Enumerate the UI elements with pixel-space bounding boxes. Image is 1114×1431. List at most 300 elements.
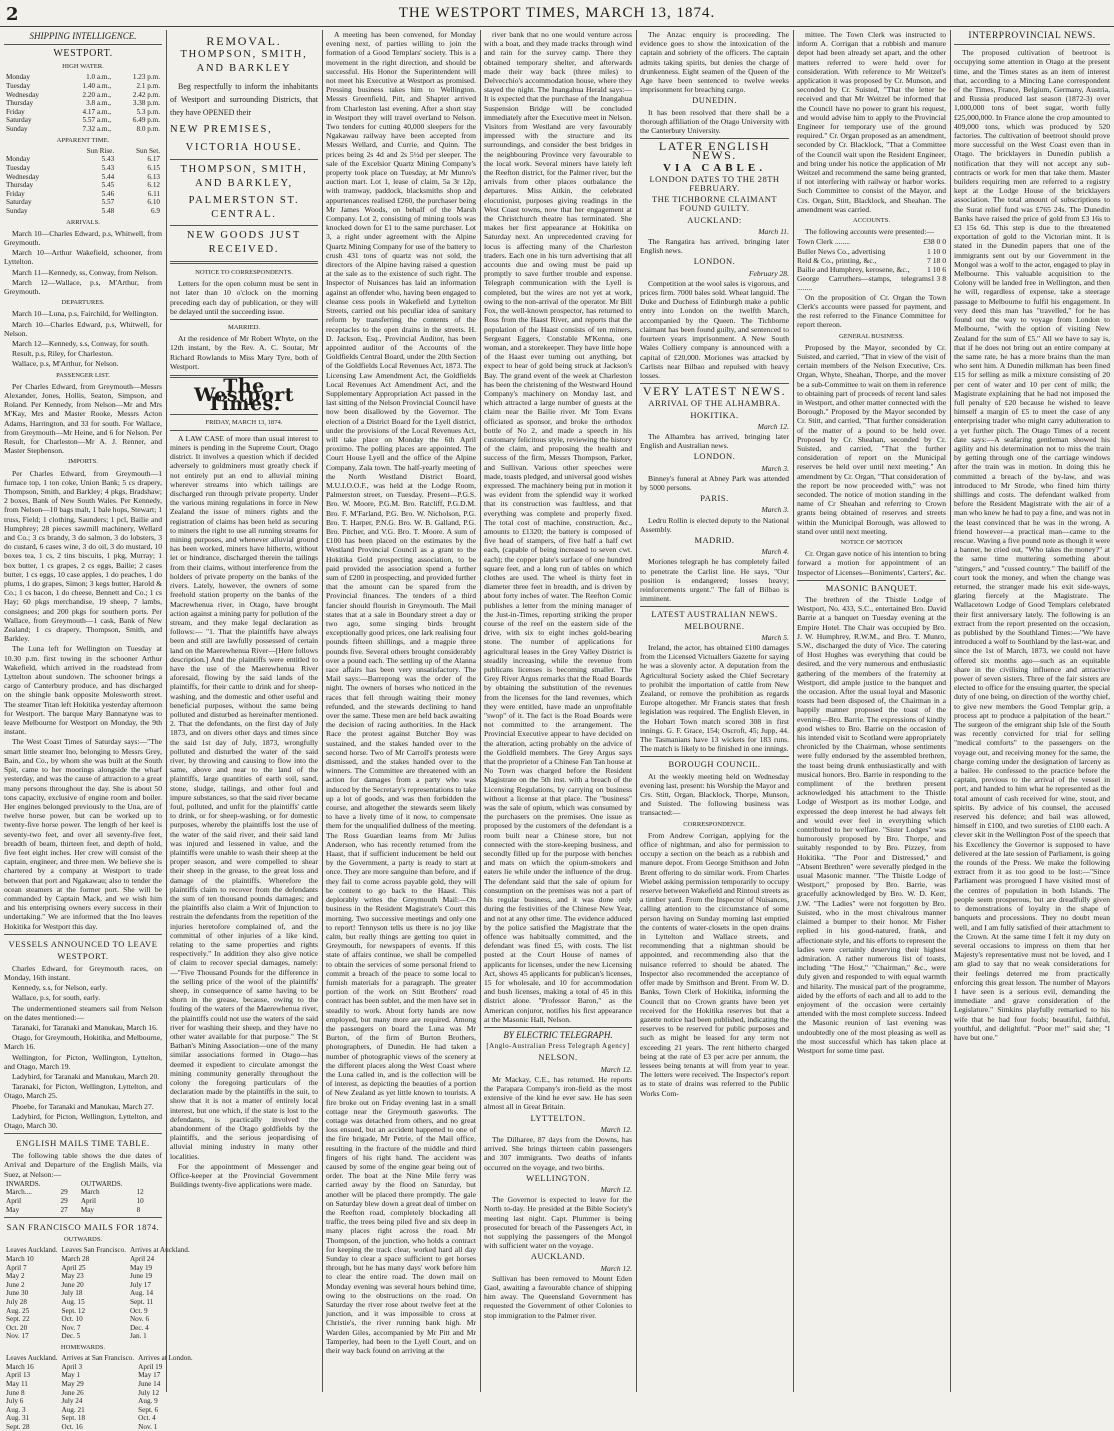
list-item: Ladybird, for Taranaki and Manukau, March 20. [12, 1071, 160, 1081]
sf-outwards-table [4, 1246, 192, 1341]
table-cell: April 25 [61, 1263, 86, 1272]
table-cell: July 12 [138, 1388, 160, 1397]
table-cell: 8.0 p.m. [136, 124, 160, 133]
table-cell: 6.10 [147, 198, 160, 207]
dateline: March 4. [761, 547, 789, 557]
advert-firm: THOMPSON, SMITH, AND BARKLEY, [180, 164, 308, 189]
account-amount: £38 0 0 [923, 237, 946, 247]
table-cell: Sept. 6 [138, 1405, 159, 1414]
table-row [4, 1281, 192, 1290]
table-row [4, 108, 162, 117]
paragraph: The Luna left for Wellington on Tuesday at 10.30 p.m. first towing in the schooner Arthur Wakefield, which arrived in the roadstead from Lyttelton about sundown. The schooner brings a cargo of Canterbury produce, and has discharged on the shingle bank opposite Molesworth street. The steamer Titan left Hokitika yesterday afternoon for Westport. The barque Mary Bannatyne was to leave Melbourne for Westport on Monday, the 9th instant. [4, 644, 162, 737]
table-cell: 29 [60, 1197, 68, 1205]
table-row [4, 181, 162, 190]
table-cell: 5.46 [101, 189, 115, 198]
table-cell: May 11 [6, 1379, 28, 1388]
accounts-list [797, 237, 946, 292]
sf-homewards-table [4, 1354, 195, 1431]
table-cell: Sunday [6, 124, 28, 133]
table-cell: Sept. 22 [6, 1315, 30, 1324]
table-row [4, 1188, 162, 1197]
table-cell: 6.9 [151, 206, 160, 215]
table-cell: Jan. 1 [129, 1332, 147, 1341]
table-cell: Sunday [6, 206, 28, 215]
table-cell: June 8 [6, 1388, 25, 1397]
table-cell: March 28 [61, 1254, 90, 1263]
account-name: Bailie and Humphrey, kerosene, &c., [797, 265, 910, 275]
paragraph: The following accounts were presented:— [805, 227, 935, 237]
table-cell: May [6, 1205, 20, 1214]
paragraph: The Anzac enquiry is proceeding. The evidence goes to show the intoxication of the captain and sobriety of the officers. The captain admits taking spirits, but denies the charge of drunkenness. Eight seamen of the Queen of the Age have been sentenced to twelve weeks imprisonment for breaching cargo. [640, 30, 789, 95]
table-row [4, 1315, 192, 1324]
table-cell: May 23 [61, 1272, 84, 1281]
table-cell: Oct. 9 [129, 1306, 148, 1315]
table-cell: 5.44 [101, 172, 115, 181]
column-rule [166, 30, 167, 1392]
list-item: March 10—Arthur Wakefield, schooner, from Lyttelton. [4, 248, 162, 267]
table-cell: Thursday [6, 99, 34, 108]
paragraph: On the proposition of Cr. Organ the Town Clerk's accounts were passed for payment, and the rest referred to the Finance Committee for report thereon. [797, 292, 946, 330]
table-cell: Sept. 28 [6, 1422, 30, 1431]
list-item: March 10—Luna, p.s, Fairchild, for Wellington. [12, 309, 159, 319]
table-cell: Dec. 5 [61, 1332, 81, 1341]
list-item: Taranaki, for Taranaki and Manukau, March 16. [12, 1022, 158, 1032]
table-row [4, 1324, 192, 1333]
paper-date: FRIDAY, MARCH 13, 1874. [205, 418, 283, 426]
subheading: GENERAL BUSINESS. [839, 332, 904, 340]
list-item: Phoebe, for Taranaki and Manukau, March 27. [12, 1101, 154, 1111]
table-cell: Aug. 15 [61, 1297, 85, 1306]
table-cell: 1.23 p.m. [132, 73, 160, 82]
table-cell: 5.45 [101, 181, 115, 190]
subheading: NOTICE TO CORRESPONDENTS. [195, 269, 293, 276]
list-item: Result, p.s, Riley, for Charleston. [12, 349, 113, 359]
table-cell: 1.40 a.m., [82, 82, 112, 90]
column-cable-news [640, 30, 789, 1390]
place-heading: MADRID. [694, 534, 735, 545]
table-cell: 6.15 [147, 163, 160, 172]
table-cell: Tuesday [6, 163, 31, 172]
page-number: 2 [6, 4, 19, 25]
vessels-list [4, 1023, 162, 1130]
paragraph: The Governor is expected to leave for the North to-day. He presided at the Bible Society's meeting last night. Capt. Plummer is being prosecuted for breach of the Passengers Act, in not supplying the passengers of the Mongol with sufficient water on the voyage. [484, 1195, 632, 1251]
dateline: March 12. [757, 421, 789, 431]
list-item: Kennedy, s.s, for Nelson, early. [12, 983, 107, 993]
table-cell: June 2 [6, 1280, 25, 1289]
table-cell: March.... [6, 1188, 32, 1197]
column-local-news [326, 30, 476, 1390]
subheading: NOTICE OF MOTION [840, 538, 903, 546]
paragraph: Proposed by the Mayor, seconded by Cr. Suisted, and carried, "That in view of the visit of certain members of the Nelson Executive, Crs. Organ, Whyte, Sheahan, Thorpe, and the mover be a sub-Committee to wait on them in reference to obtaining part of proceeds of recent land sales in Westport, and other matter connected with the Borough." Proposed by the Mayor seconded by Cr. Stitt, and carried, "That further consideration of the matter of a pound to be held over. Proposed by Cr. Sheahan, seconded by Cr. Suisted, and carried, "That the further consideration of report on the Municipal reserves be held over until next meeting." An amendment by Cr. Organ, "That consideration of the report be now proceeded with," was not seconded. The notice of motion standing in the name of Cr Sheahan and referring to Crown grants being obtained of reserves and streets within the Municipal Borough, was allowed to stand over until next meeting. [797, 342, 946, 536]
paragraph: The Rangatira has arrived, bringing later English news. [640, 237, 789, 256]
table-cell: 5.57 [101, 198, 115, 207]
section-heading: VESSELS ANNOUNCED TO LEAVE WESTPORT. [8, 938, 158, 961]
table-cell: Aug. 3 [6, 1405, 26, 1414]
column-rule [793, 30, 794, 1392]
dateline: March 3. [761, 505, 789, 515]
table-cell: May 1 [61, 1371, 81, 1380]
advert-line: NEW PREMISES, [170, 124, 273, 135]
masthead-title: THE WESTPORT TIMES, MARCH 13, 1874. [398, 5, 716, 21]
paragraph: Per Charles Edward, from Greymouth—1 furnace top, 1 ton coke, Union Bank; 5 cs drapery, Thompson, Smith, and Barkley; 4 pkgs, Bradshaw; 2 boxes, Bank of New South Wales. Per Kennedy, from Nelson—10 bags malt, 1 bale hops, Stewart; 1 truss, Field; 1 clothing, Saunders; 1 pcl, Bailie and Humphrey; 28 pieces sawmill machinery, Wellard and Co.; 3 cs brandy, 3 do salmon, 3 do lobsters, 3 do custard, 6 cases wine, 3 do oil, 3 do mustard, 10 boxes tea, 1 cs, 2 tins biscuits, 1 pkg, Murray; 1 box butter, 1 cs grapes, 2 cs eggs, Bailie; 2 cases butter, 1 cs eggs, 10 case apples, 1 do peaches, 1 do plums, 1 do grapes, Simon; 3 kegs butter, Harold & Co.; 1 cs bacon, 1 do cheese, Bennett and Co.; 1 cs Hay; 60 pkgs merchandise, 19 sheep, 7 lambs, consignees; and 200 pkgs for southern ports. Per Wallace, from Greymouth—1 cask, Bank of New Zealand; 1 cs drapery, Thompson, Smith, and Barkley. [4, 468, 162, 644]
column-header: Leaves Auckland. [6, 1354, 58, 1363]
paragraph: Competition at the wool sales is vigorous, and prices firm. 7000 bales sold. Wheat languid. The Duke and Duchess of Edinburgh make a public entry into London on the twelfth March, accompanied by the Queen. The Tichborne claimant has been found guilty, and sentenced to fourteen years imprisonment. A New South Wales Colliery company is announced with a capital of £20,000. Moriones was attacked by Carlists near Bilbao and repulsed with heavy losses. [640, 278, 789, 380]
table-cell: 7.32 a.m., [82, 124, 112, 133]
table-cell: 5.43 [101, 155, 115, 164]
dateline: March 11. [758, 226, 789, 236]
table-cell: Aug. 9 [138, 1397, 158, 1406]
table-row [4, 1363, 195, 1372]
advert-line: VICTORIA HOUSE. [185, 142, 303, 153]
table-cell: June 26 [61, 1388, 84, 1397]
table-row [4, 73, 162, 82]
list-item: March 10—Charles Edward, p.s, Whitwell, for Nelson. [4, 319, 162, 338]
advert-heading: REMOVAL. [206, 34, 282, 48]
column-interprovincial [954, 30, 1110, 1390]
table-row [4, 1414, 195, 1423]
table-cell: Nov. 1 [138, 1422, 158, 1431]
table-row [4, 1423, 195, 1431]
table-cell: March [80, 1188, 100, 1197]
masthead [0, 0, 1114, 27]
list-item: March 10—Charles Edward, p.s, Whitwell, from Greymouth. [4, 228, 162, 247]
table-cell: April 3 [61, 1362, 83, 1371]
table-cell: Wednesday [6, 172, 39, 181]
section-heading: INTERPROVINCIAL NEWS. [968, 31, 1096, 41]
table-cell: March 16 [6, 1362, 34, 1371]
table-cell: July 17 [129, 1280, 151, 1289]
paragraph: It has been resolved that there shall be a thorough affiliation of the Otago University with the Canterbury University. [640, 107, 789, 136]
place-heading: LONDON. [693, 256, 736, 267]
table-cell: March 10 [6, 1254, 34, 1263]
paragraph: Cr. Organ gave notice of his intention to bring forward a motion for appointment of an Inspector of Licenses—Boniments', Carters', &c. [797, 549, 946, 577]
subheading: DEPARTURES. [61, 299, 105, 307]
column-header: Sun Rise. [86, 146, 115, 155]
dateline: March 12. [600, 1124, 632, 1134]
table-cell: 2.20 a.m., [82, 90, 112, 99]
table-cell: July 18 [61, 1289, 83, 1298]
subheading: PASSENGER LIST. [56, 371, 110, 379]
subheading: APPARENT TIME. [56, 136, 110, 144]
column-council [797, 30, 946, 1390]
account-row [797, 274, 946, 292]
account-amount: 1 10 0 [927, 246, 946, 256]
table-cell: April [6, 1197, 22, 1205]
table-row [4, 1397, 195, 1406]
column-rule [636, 30, 637, 1392]
paragraph: The Alhambra has arrived, bringing later English and Australian news. [640, 431, 789, 451]
list-item: Wellington, for Picton, Wellington, Lyttelton, and Otago, March 19. [4, 1052, 162, 1071]
table-cell: Monday [6, 155, 30, 164]
table-row [4, 1307, 192, 1316]
departures-list [4, 309, 162, 368]
table-cell: Saturday [6, 198, 32, 207]
table-cell: Sept. 12 [61, 1306, 86, 1315]
list-item: Charles Edward, for Greymouth races, on Monday, 16th instant. [4, 963, 162, 982]
place-heading: HOKITIKA. [690, 409, 739, 420]
table-cell: Aug. 21 [61, 1405, 85, 1414]
column-header: Arrives at London. [138, 1354, 193, 1363]
table-row [4, 116, 162, 125]
paragraph: At the weekly meeting held on Wednesday evening last, present: his Worship the Mayor and Crs. Stitt, Organ, Blacklock, Thorpe, Munson, and Suisted. The following business was transacted:— [640, 771, 789, 818]
table-cell: July 6 [6, 1397, 24, 1406]
paragraph: The brethren of the Thistle Lodge of Westport, No. 433, S.C., entertained Bro. David Barrie at a banquet on Tuesday evening at the Empire Hotel. The Chair was occupied by Bro. J. W. Humphrey, R.W.M., and Bro. T. Munro, S.W., discharged the duty of Vice. The catering of Host Hughes was everything that could be desired, and the very numerous and enthusiastic gathering of the members of the fraternity at Westport, did ample justice to the banquet and the occasion. After the usual loyal and Masonic toasts had been disposed of, the Chairman in a happily manner proposed the toast of the evening—Bro. Barrie. The expressions of kindly good wishes to Bro. Barrie on the occasion of his intended visit to Scotland were appropriately chronicled by the Chairman, whose sentiments were fully endorsed by the assembled brethren, the toast being drunk enthusiastically and with musical honors. Bro. Barrie in responding to the compliment of the brethren present acknowledged his attachment to the Thistle Lodge of Westport as its mother Lodge, and expressed the deep interest he had always felt and would ever feel in everything which contributed to her welfare. "Sister Lodges" was humorously proposed by Bro. Thorpe, and suitably responded to by Bro. Pizzey, from Hokitika. "The Poor and Distressed," and "Absent Brethren" were severally pledged in the usual Masonic manner. "The Thistle Lodge of Westport," proposed by Bro. Barrie, was gracefully acknowledged by Bro. W. D. Kerr, J.W. "The Ladies" were not forgotten by Bro. Suisted, who in the most chivalrous manner claimed a bumper to their honor. Mr Fisher replied in his good-natured, frank, and affectionate style, and his efforts to represent the ladies were certainly deserving their highest admiration. A rather numerous list of toasts, including "The Host," "Chairman," &c., were duly given and responded to with equal warmth and hilarity. The musical part of the programme, aided by the efforts of each and all to add to the enjoyment of the occasion were certainly attended with the most complete success. Indeed the Masonic reunion of last evening was undoubtedly one of the most pleasing as well as the most successful which has taken place at Westport for some time past. [797, 594, 946, 1055]
table-cell: 2.1 p.m. [136, 82, 160, 90]
paragraph: Moriones telegraph he has completely failed to penetrate the Carlist line. He says, "Our position is endangered; losses heavy; reinforcements urgent." The fall of Bilbao is imminent. [640, 557, 789, 604]
table-cell: 5.57 a.m., [82, 116, 112, 125]
table-cell: 6.49 p.m. [132, 116, 160, 125]
subheading: LONDON DATES TO THE 28TH FEBRUARY. [649, 173, 780, 194]
table-cell: May [80, 1205, 94, 1214]
table-cell: 10 [136, 1197, 144, 1205]
paragraph: The following table shows the due dates of Arrival and Departure of the English Mails, via Suez, at Nelson:— [4, 1151, 162, 1179]
table-cell: Nov. 7 [61, 1323, 81, 1332]
subheading: MARRIED. [227, 324, 261, 332]
list-item: March 12—Kennedy, s.s, Conway, for south. [12, 338, 149, 348]
place-heading: LONDON. [693, 451, 736, 462]
dateline: March 12. [600, 1184, 632, 1194]
column-header: Sun Set. [136, 146, 160, 155]
table-cell: May 2 [6, 1272, 25, 1281]
account-name: George Carruthers—stamps, telegrams ........ [797, 274, 931, 293]
paragraph: Sullivan has been removed to Mount Eden Gaol, awaiting a favourable chance of shipping him away. The Queensland Government has requested the Government of other Colonies to stop immigration to the Palmer river. [484, 1273, 632, 1320]
table-cell: Saturday [6, 116, 32, 125]
subheading: [Anglo-Australian Press Telegraph Agency] [486, 1042, 630, 1051]
table-cell: Sept. 18 [61, 1414, 86, 1423]
table-cell: 6.11 [147, 189, 160, 198]
paragraph: At the residence of Mr Robert Whyte, on the 12th instant, by the Rev. A. C. Soutar, Mr Richard Rowlands to Miss Mary Tyre, both of Westport. [170, 334, 318, 371]
table-cell: April 24 [129, 1254, 155, 1263]
paragraph: For the appointment of Messenger and Office-keeper at the Provincial Government Buildings twenty-five applications were made. [170, 1161, 318, 1190]
table-row [4, 1289, 192, 1298]
paragraph: mittee. The Town Clerk was instructed to inform A. Corrigan that a rubbish and manure depot had been already set apart, and the other matters referred to were held over for consideration. With reference to Mr Weitzel's application it was proposed by Cr. Munson, and seconded by Cr. Suisted, "That the letter be received and that Mr Weitzel be informed that the Council have no power to grant his request, and would advise him to apply to the Provincial Engineer for temporary use of the ground required." Cr. Organ proposed as an amendment, seconded by Cr. Blacklock, "That a Committee of the Council wait upon the Resident Engineer, and bring under his notice the application of Mr Weitzel and recommend the same being granted, if not interfering with railway or harbor works. Such Committee to consist of the Mayor, and Crs. Organ, Stitt, Blacklock, and Sheahan. The amendment was carried. [797, 30, 946, 214]
table-cell: May 19 [129, 1263, 153, 1272]
table-row [4, 1197, 162, 1206]
table-row [4, 1264, 192, 1273]
column-header: OUTWARDS. [80, 1179, 123, 1188]
list-item: Ladybird, for Picton, Wellington, Lyttelton, and Otago, March 30. [4, 1111, 162, 1130]
table-cell: June 20 [61, 1280, 84, 1289]
account-row [797, 256, 946, 265]
place-heading: AUCKLAND. [530, 1251, 586, 1262]
dateline: March 12. [600, 1263, 632, 1273]
table-row [4, 1380, 195, 1389]
subheading: THE TICHBORNE CLAIMANT FOUND GUILTY. [651, 194, 778, 214]
advert-address: PALMERSTON ST. CENTRAL. [188, 195, 300, 220]
table-cell: Nov. 17 [6, 1332, 29, 1341]
table-cell: Wednesday [6, 90, 39, 99]
table-row [4, 190, 162, 199]
mails-table [4, 1180, 162, 1214]
table-row [4, 1255, 192, 1264]
table-cell: 12 [136, 1188, 144, 1197]
column-header: Arrives at San Francisco. [61, 1354, 135, 1363]
table-cell: Nov. 6 [129, 1315, 150, 1324]
table-row [4, 198, 162, 207]
list-item: Wallace, p.s, M'Arthur, for Nelson. [12, 359, 119, 369]
section-heading: BOROUGH COUNCIL. [668, 759, 761, 770]
table-cell: 8 [136, 1205, 141, 1214]
column-header: Leaves Auckland. [6, 1246, 58, 1255]
table-cell: July 24 [61, 1397, 83, 1406]
section-heading: VERY LATEST NEWS. [642, 384, 787, 399]
table-row [4, 1371, 195, 1380]
table-cell: 29 [60, 1188, 68, 1197]
paragraph: Mr Mackay, C.E., has returned. He reports the Parapara Company's iron-field as the most extensive of the kind he ever saw. He has seen almost all in Great Britain. [484, 1074, 632, 1112]
place-heading: NELSON. [538, 1052, 578, 1063]
account-amount: 1 10 6 [927, 265, 946, 275]
table-cell: Aug. 31 [6, 1414, 30, 1423]
section-heading: MASONIC BANQUET. [825, 582, 918, 593]
advert-text: Beg respectfully to inform the inhabitants of Westport and surrounding Districts, that they have OPENED their [170, 82, 318, 117]
account-amount: 7 18 0 [927, 255, 946, 265]
table-cell: 4.17 a.m., [82, 107, 112, 116]
table-cell: April [80, 1197, 96, 1205]
table-row [4, 155, 162, 164]
table-cell: 3.38 p.m. [132, 99, 160, 108]
table-cell: June 30 [6, 1289, 29, 1298]
paragraph: The Dilharee, 87 days from the Downs, has arrived. She brings thirteen cabin passengers and 307 immigrants. Two deaths of infants occurred on the voyage, and two births. [484, 1134, 632, 1172]
table-cell: 6.17 [147, 155, 160, 164]
table-row [4, 1206, 162, 1215]
place-heading: LYTTELTON. [530, 1112, 586, 1123]
table-row [4, 1332, 192, 1341]
table-cell: 5.48 [101, 206, 115, 215]
account-name: Town Clerk ........ [797, 237, 851, 247]
section-heading: SAN FRANCISCO MAILS FOR 1874. [6, 1222, 160, 1233]
table-cell: Thursday [6, 181, 34, 190]
paragraph: Ledru Rollin is elected deputy to the National Assembly. [640, 515, 789, 534]
table-row [4, 173, 162, 182]
table-row [4, 82, 162, 91]
paper-title: The Westport Times. [193, 375, 295, 416]
column-header: Leaves San Francisco. [61, 1246, 126, 1255]
paragraph: Per Charles Edward, from Greymouth—Messrs Alexander, Jones, Hollis, Seaton, Simpson, and Roland. Per Kennedy, from Nelson—Mr and Mrs M'Kay, Mrs and Master Rooke, Messrs Acton Adams, Harrington, and 33 for south. For Wallace, from Greymouth—Mr Heine, and 6 for Nelson. Per Result, for Charleston—Mr A. J. Renner, and Master Stephenson. [4, 381, 162, 456]
table-cell: 6.13 [147, 172, 160, 181]
list-item: Wallace, p.s, for south, early. [12, 993, 101, 1003]
section-heading: LATEST AUSTRALIAN NEWS. [651, 609, 778, 620]
sun-table [4, 147, 162, 216]
place-heading: PARIS. [700, 493, 729, 504]
subheading: ARRIVAL OF THE ALHAMBRA. [648, 398, 781, 409]
column-header: Arrives at Auckland. [129, 1246, 190, 1255]
column-rule [950, 30, 951, 1392]
table-cell: 5.43 [101, 163, 115, 172]
table-cell: Monday [6, 73, 30, 82]
subheading: ARRIVALS. [66, 218, 100, 226]
editorial: A LAW CASE of more than usual interest to miners is pending in the Supreme Court, Otago district. It involves a question which if decided adversely to goldminers must greatly check if not entirely put an end to alluvial mining wherever streams into which tailings are discharged run through private property. Under the various mining regulations in force in New Zealand the issue of miners rights and the registration of claims has been held as securing to miners the right to use all running streams for mining purposes, and whenever alluvial ground has been worked, miners have hitherto, without let or hindrance, discharged therein the tailings from their claims, without interference from the holders of private property on the banks of the rivers. Lately, however, the owners of some freehold station property on the banks of the Macrewhenua river, in Otago, have brought action against a mining party for pollution of the stream, and they make legal declaration as follows:— "1. That the plaintiffs have always been and still are lawfully possessed of certain land on the Maerewhenua River—[Here follows description.] And the plaintiffs were entitled to have the use of the Maerewhenua River aforesaid, flowing by the said lands of the plaintiffs, for their cattle to drink and for sheep-washing, and the domestic and other useful and beneficial purposes, without the same being polluted and disturbed as hereinafter mentioned. 2. That the defendants, on the first day of July 1873, and on divers other days and times since the said 1st day of July, 1873, wrongfully polluted and disturbed the water of the said river, by throwing and causing to flow into the same, above and near to the land of the plaintiffs, large quantities of earth soil, sand, stone, sludge, tailings, and other foul and impure substances, so that the said river became foul, polluted, and unfit for the plaintiffs' cattle to drink, or for sheep-washing, or for domestic purposes, whereby the plaintiffs lost the use of the water of the said river, and their said land was injured and lessened in value, and the plaintiffs were unable to wash their sheep at the proper season, and were compelled to shear their sheep in the grease, to the great loss and damage of the plaintiffs. Wherefore the plaintiffs claim to recover from the defendants the sum of ten thousand pounds damages; and the plaintiffs also claim a Writ of Injunction to restrain the defendants from the repetition of the injuries heretofore complained of, and the committal of other injuries of a like kind, relating to the same properties and rights respectively." In addition they also give notice of claim to recover special damages, namely:—"Five Thousand Pounds for the difference in the selling price of the wool of the plaintiffs' sheep, in consequence of same having to be shorn in the grease, because, owing to the fouling of the waters of the Maerewhenua river, the plaintiffs could not use the waters of the said river for washing their sheep, and they have no other water available for that purpose." The St Bathan's Mining Association—one of the many similar associations formed in Otago—has deemed it expedient to circulate amongst the mining community generally throughout the colony the foregoing particulars of the declaration made by the plaintiffs in the suit, to show that it is not a matter of entirely local interest, but one which, if the state is lost to the defendants, is practically involved the abandonment of the Otago goldfields by the plaintiffs, and the serious jeopardising of alluvial mining industry in many other localities. [170, 433, 318, 1161]
column-rule [322, 30, 323, 1392]
subheading: IMPORTS. [68, 458, 98, 466]
account-row [797, 247, 946, 256]
account-row [797, 265, 946, 274]
account-name: Reid & Co., printing, &c., [797, 255, 877, 265]
table-cell: 2.42 p.m. [132, 90, 160, 99]
column-telegraph [484, 30, 632, 1390]
subheading: CORRESPONDENCE. [683, 820, 746, 828]
table-cell: Friday [6, 107, 25, 116]
arrivals-list [4, 229, 162, 296]
paragraph: river bank that no one would venture across with a boat, and they made tracks through wind and rain for the survey camp. There they obtained temporary shelter, and afterwards made their way back (three miles) to Delvecchio's accommodation house, where they stayed the night. The Inangahua Herald says:—It is expected that the purchase of the Inangahua Suspension Bridge will be concluded immediately after the Executive meet in Nelson. Visitors from Westland are very favourably impressed with the structure and its surroundings, and consider the best bridges in the neighbouring Province very favourable to the local work. Several miners have lately left the Reefton district, for the Palmer river, but the arrivals from other places outbalance the departures. Miss Aitkin, the celebrated elocutionist, purposes giving readings in the West Coast towns, now that her engagement at the Christchurch theatre has terminated. She makes her first appearance at Hokitika on Saturday next. An unprecedented craving for locus is affecting many of the Charleston traders. Each one in his turn advertising that all accounts due and owing must be paid up promptly to save further trouble and expense. Telegraph communication with the Lyell is completed, but the wires are not yet at work, owing to the non-arrival of the operator. Mr Bill Fox, the well-known prospector, has returned to Ross from the Haast River, and reports that the population of the Haast consists of ten miners, Sergeant Eggers, Constable M'Kenna, one woman, and a storekeeper. They have little hope of the Haast ever turning out anything, but expect to hear of gold being struck at Jackson's Bay. The grand event of the week at Charleston has been the christening of the Westward Hound Company's machinery on Monday last, and which attracted a large number of guests at the claim near the Bailie river. Mr Tom Evans officiated as sponsor, and broke the orthodox bottle of No 2, and made a speech in his customary felicitous style, reviewing the history of the claim, and proposing the health and success of the firm, Messrs Thompson, Parker, and Sullivan. Various other speeches were made, toasts pledged, and universal good wishes expressed. The machinery being put in motion it was evident from the splendid way it worked that its construction was faultless, and that everything was complete and properly fixed. The total cost of machine, construction, &c., amounts to £1320; the battery is composed of five head of stampers, of five half a half cwt each, (capable of being increased to seven cwt. each); the copper plate's surface of one hundred square feet, and a long run of tables on which clothes are used. The wheel is thirty feet in diameter three feet in breadth, and is driven by about forty inches of water. The Reefton Comic publishes a letter from the mining manager of the Just-in-Times, reporting striking the proper course of the reef on the eastern side of the drive, with six to eight inches gold-bearing stone. The number of applications for agricultural leases in the Grey Valley District is steadily increasing, while the revenue from publicans licenses is becoming smaller. The Grey River Argus remarks that the Road Boards by obtaining the substitution of the revenues from the licenses for the land revenues, which they were entitled, have made an unprofitable "swop" of it. The fact is the Road Boards were not committed to the arrangement. The Provincial Executive appear to have decided on the alteration, acting probably on the advice of the Goldfield members. The Grey Argus says that the proprietor of a Chinese Fan Tan house at No Town was charged before the Resident Magistrate on the 5th inst. with a breach of the Licensing Regulations, by carrying on business without a license at that place. The "business" was the sale of opium, which was consumed by the purchasers on the premises. One issue as proposed by the customers of the defendant is a room built near a Chinese store, but not connected with the store-keeping business, and secondly filled up for the purpose with benches and mats on which the opium-smokers and eaters lie while under the influence of the drug. The defendant said that the sale of opium for consumption on the premises was not a part of his regular business, and it was done only during the festivities of the Chinese New Year, and not at any other time. The evidence adduced by the police satisfied the Magistrate that the offence was habitually committed, and the defendant was fined £5, with costs. The list posted at the Court House of names of applicants for licenses, under the new Licensing Act, shows 45 applicants for publican's licenses, 15 for wholesale, and 10 for accommodation and bush licenses, making a total of 45 in this district alone. "Professor Baron," as the American conjuror, notifies his first appearance at the Masonic Hall, Nelson. [484, 30, 632, 1024]
table-cell: 3.8 a.m., [86, 99, 112, 108]
list-item: March 11—Kennedy, ss, Conway, from Nelson. [12, 267, 158, 277]
table-cell: Aug. 25 [6, 1306, 30, 1315]
table-row [4, 164, 162, 173]
column-header: INWARDS. [6, 1179, 41, 1188]
list-item: Otago, for Greymouth, Hokitika, and Melbourne, March 16. [4, 1033, 162, 1052]
table-cell: April 13 [6, 1371, 31, 1380]
table-cell: Aug. 14 [129, 1289, 154, 1298]
table-cell: 1.0 a.m., [86, 73, 112, 82]
paragraph: The proposed cultivation of beetroot is occupying some attention in Otago at the present time, and the Times states as an item of interest that, according to a Mincing Lane correspondent of the Times, France, Belgium, Germany, Austria, and Russia produced last season (1872-3) over 1,000,000 tons of beet sugar, worth fully £25,000,000. In France alone the crop amounted to 409,000 tons, which was produced by 520 factories. The cultivation of beetroot should prove more successful on the West Coast even than in Otago. The bricklayers in Dunedin publish a notification that they will not accept any sub-contracts or work for men that take them. Master builders requiring men are referred to a registry kept at the Lodge House of the bricklayers association. The total amount of subscriptions to the Surat relief fund was £765 24s. The Dunedin Banks have raised the price of gold from £3 16s to £3 15s 6d. This step is due to the threatened exportation of gold to the Victorian mint. It is stated in the Dunedin papers that one of the immigrants sent out by our Government in the Mongol was a wolf to the actor, engaged to play in Melbourne. This valuable acquisition to the Colony will be landed free in Wellington, and then he will, regardless of expense, take a steerage passage to Melbourne to fulfil his engagement. In very deed this man has "travelled," for he has found out the way to voyage from London to Melbourne, "with the option of visiting New Zealand for the sum of £5." All we have to say is, that if he does not bring out an entire company at the same rate, he has a more brains than the man who sent him. A Dunedin milkman has been fined £15 for selling as milk a mixture consisting of 20 per cent of water and 10 per cent of milk; the Magistrate explaining that he had not imposed the full penalty of £20 because he wished to leave himself a margin of £5 to meet the case of any enterprising trader who might carry adulteration to a yet further pitch. The Otago Times of a recent date says:—A seafaring gentleman showed his agility and his determination not to miss the train by getting through one of the carriage windows after the train was in motion. In doing this he committed a breach of the by-law, and was introduced to Mr Strode, who fined him thirty shillings and costs. The defendant walked from before the Resident Magistrate with the air of a man who knew he had to pay a fine, and was not in the least convinced that he was in the wrong. A friend however—a practical man—came to the rescue. Waving a five pound note as though it were a banner, he cried out, "Who takes the money?" at the same time muttering something about "stingers," and "cussed country." The bailiff of the court took the money, and when the change was returned, the stranger made his exit side-ways, glaring fiercely at the Magistrate. The Wallacetown Lodge of Good Templars celebrated their first anniversary lately. The following is an extract from the report presented on the occasion, as published by the Southland Times:—"We have introduced a wolf to Southland by the last-war, and since the 1st of March, 1873, we could not have offered six months ago—such as an equitable share in the civilising influence and attractive power of seven sisters. Three of the fair sisters are elected to office for the ensuing quarter, the special duty of one being, on direction of the worthy chief, to give new members the Good Templar grip, a process apt to produce a palpitation of the heart." The surgeon of the emigrant ship Isle of the South was recently convicted for trial for selling "medical comforts" to the passengers on the voyage out, and receiving money for the same, the charge coming under the designation of larceny as a bailee. He confessed to the practice before the captain, previous to the arrival of the vessel in port, and handed to him what he represented as the total amount of cash received for wine, stout, and spirits. By advice of his counsel, the accused reserved his defence; and bail was allowed, himself in £100, and two sureties of £100 each. A clever skit in the Wellington Post of the speech that his Excellency the Governor is supposed to have delivered at the late session of Parliament, is going the rounds of the Press. We make the following extract from it as too good to be lost:—"Since Parliament was prorogued I have visited most of the centres of population in both Islands. The people seem prosperous, but are dreadfully given to demonstrations of loyalty in the shape of banquets and processions. They no doubt mean well, and I am fully satisfied of their attachment to the Crown. At the same time I felt it my duty on several occasions to impress on them that her Majesty's representative must not be loved, and I am glad to say that no weak considerations for their feelings deterred me from practically enforcing this great lesson. The number of Mayors I have seen is a serious evil, demanding the immediate and grave consideration of the Legislature." Simkins playfully remarked to his wife that he had four fools; beautiful, faithful, youthful, and delightful. "Poor me!" said she; "I have but one." [954, 48, 1110, 1042]
dateline: February 28. [748, 268, 789, 278]
account-name: Buller News Co., advertising [797, 246, 886, 256]
section-heading: SHIPPING INTELLIGENCE. [29, 31, 137, 41]
place-heading: MELBOURNE. [684, 620, 745, 631]
paragraph: A meeting has been convened, for Monday evening next, of parties willing to join the formation of a Good Templars' society. This is a movement in the right direction, and should be successful. His Honor the Superintendent will not meet his Executive at Westport as promised. Pressing business takes him to Wellington. Messrs Greenfield, Pitt, and Shapter arrived from Charleston last evening. After a short stay in Westport they will travel overland to Nelson. Two tenders for cutting 40,000 sleepers for the Ngakawau railway have been accepted from Messrs Wellard, and Currie, and Quinn. The prices being 2s 4d and 2s 5½d per sleeper. The sale of the Excelsior Quartz Mining Company's property took place on Tuesday, at Mr Munro's auction mart. Lot 1, lease of claim, 5a 3r 12p, with tramway, paddock, blacksmiths shop and appurtenances realised £260, the purchaser being Mr James Woods, on behalf of the Marsh Company. Lot 2, consisting of mining tools was knocked down for £1 to the same purchaser. Lot 3, a right under agreement with the Alpine Quartz Mining Company for use of the battery to crush 431 tons of quartz was not sold, the directors of the Alpine having raised a question at the sale as to the existence of such right. The Inspector of Nuisances has laid an information against an offender who, having been engaged to cleanse cess pools in Wakefield and Lyttelton Streets, carried out his peculiar idea of sanitary reform by transferring the contents of the receptacles to the open drains in the streets. H. D. Jackson, Esq., Provincial Auditor, has been appointed auditor of the Accounts of the Goldfields Central Board, under the 20th Section of the Goldfields Local Revenues Act, 1873. The Licensing Law Amendment Act, the Goldfields Local Revenues Act Amendment Act, and the Supplementary Appropriation Act passed in the last sitting of the Nelson Provincial Council have now been disallowed by the Governor. The election of a District Board for the Lyell district, under the provisions of the Local Revenues Act, will take place on Monday the 6th April proximo. The polling places are appointed. The Court House Lyell and the office of the Alpine Company, Zala town. The half-yearly meeting of the North Westland District Board, M.U.I.O.O.F., was held at the Lodge Room, Palmerston street, on Tuesday. Present—P.G.S. Bro. W. Moore, P.G.M. Bro. Ratcliff, P.G.D.M. Bro. F. M'Farland, P.G. Bro. W. Nicholson, P.G. Bro. T. Harper, P.N.G. Bro. W. B. Galland, P.G. Bro. Pitcher, and V.G. Bro. T. Moore. A sum of £100 has been placed on the estimates by the Westland Provincial Council as a grant to the Hokitika Gold prospecting association, to be paid provided the association spend a further sum of £200 in prospecting, and provided further that the amount can be spared from the Provincial finances. The tenders of a third fancier should flourish in Greymouth. The Mail states that at a sale in Boundary street a day or two ago, some singing birds brought exceptionally good prices, one lark realising four pounds fifteen shillings, and a magpie three pounds five. Several others brought considerably over a pound each. The settling up of the Alanna race affairs has been very unsatisfactory. The Mail says:—Barrepong was the order of the night. The owners of horses who noticed in the races that fell through waiting their money refunded, and the stewards declining to hand over the same. These men are held back awaiting the decision of racing authorities. In the Hack Race the protest against Butcher Boy was sustained, and the stakes handed over to the second horse. Two of Mr Carroll's protests were dismissed, and the stakes handed over to the winners. The Committee are threatened with an action for damages from a party who was induced by the Secretary's representations to take up a lot of goods, and was then forbidden the course, and altogether the stewards seem likely to have a lively time of it now, to compensate them for the unqualified dullness of the meeting. The Ross Guardian learns from Mr Julius Anderson, who has recently returned from the Haast, that if sufficient inducement be held out by the Government, a party is ready to start at once. They are more sanguine than before, and if they fail to come across payable gold, they will be content to go back to the Haast. This deplorably writes the Greymouth Mail:—On business in the Resident Magistrate's Court this morning. Two successive meetings and only one to report! Tennyson tells us there is no joy like calm, but really things are getting too quiet in Greymouth, for newspapers of events. If this state of affairs continue, we shall be compelled to obtain the services of some personal friend to commit a breach of the peace to some local to furnish materials for a paragraph. The greater portion of the work on Stitt Brothers' road contract has been sublet, and the men have set in steadily to work. About forty hands are now employed, but many more are required. Among the passengers on board the Luna was Mr Burton, of the firm of Burton Brothers, photographers, of Dunedin. He had taken a number of photographic views of the scenery at the different places along the West Coast where the Luna called in, and is the collection will be of interest, as depicting the beauties of a portion of New Zealand as yet little known to tourists. A fire broke out on Friday evening last in a small cottage near the Greymouth gasworks. The cottage was detached from others, and no great loss ensued, but an accident happened to one of the fire brigade, Mr Petrie, of the Mail office, resulting in the fracture of the middle and third fingers of his right hand. The accident was caused by some of the engine gear being out of order. The boat at the Nine Mile ferry was carried away by the flood on Saturday, but another will be placed there promptly. The gale on Saturday blew down a great deal of timber on the Reefton road, completely blockading all traffic, the trees being piled five and six deep in many places right across the road. Mr Thompson, of the junction, who holds a contract for keeping the track clear, worked hard all day Sunday to clear a space sufficient to get horses through, but he has many days' work before him to clear the entire road. The down mail on Monday evening was several hours behind time, owing to the obstructions on the road. On Saturday the river rose about twelve feet at the junction, and it was impossible to cross at Christie's, the river running bank high. Mr Warden Giles, accompanied by Mr Pitt and Mr Tamperley, had been to the Lyell Court, and on their way back found on arriving at the [326, 30, 476, 1356]
via-cable-heading: VIA CABLE. [663, 161, 766, 174]
account-row [797, 237, 946, 246]
section-heading: BY ELECTRIC TELEGRAPH. [503, 1029, 613, 1040]
place-heading: WELLINGTON. [526, 1172, 590, 1183]
paragraph: From Andrew Corrigan, applying for the office of nightman, and also for permission to occupy a section on the beach as a rubbish and manure depot. From George Smithson and John Brent offering to do similar work. From Charles Wiebel asking permission temporarily to occupy reserve between Wakefield and Rintoul streets as a timber yard. From the Inspector of Nuisances, calling attention to the circumstance of some person having on Sunday morning last emptied the contents of water-closets in the open drains in Lyttelton and Wallace streets, and recommending that a nightman should be appointed, and recommending also that the nuisance referred to should be abated. The Inspector also recommended the acceptance of offer made by Smithson and Brent. From W. D. Banks, Town Clerk of Hokitika, informing the Council that no Crown grants have been yet received for the Hokitika reserves but that a gazette notice had been published, indicating the reserves to be reserved for public purposes and such as might be leased for any term not exceeding 21 years. The rent hitherto charged being at the rate of £3 per acre per annum, the lessees being tenants at will from year to year. The letters were received. The Inspector's report as to state of drains was referred to the Public Works Com- [640, 830, 789, 1098]
section-heading: LATER ENGLISH NEWS. [658, 139, 771, 163]
vessels-list [4, 964, 162, 1003]
dateline: March 12. [600, 1064, 632, 1074]
list-item: March 12—Wallace, p.s, M'Arthur, from Greymouth. [4, 277, 162, 296]
paragraph: Ireland, the actor, has obtained £100 damages from the Licensed Victuallers Gazette for saying he was a slovenly actor. A deputation from the Agricultural Society asked the Chief Secretary to prohibit the importation of cattle from New Zealand, or remove the prohibition as regards Europe altogether. Mr Francis states that fresh legislation was required. The English Eleven, in the Hobart Town match scored 308 in first innings. G. F. Grace, 154; Oscroft, 45; Jupp, 44. The Tasmanians have 13 wickets for 183 runs. The match is likely to be finished in one innings. [640, 642, 789, 754]
section-heading: ENGLISH MAILS TIME TABLE. [16, 1138, 150, 1149]
account-amount: 1 3 8 [930, 274, 946, 284]
table-row [4, 1298, 192, 1307]
table-cell: Sept. 11 [129, 1297, 154, 1306]
table-row [4, 91, 162, 100]
table-cell: May 29 [61, 1379, 84, 1388]
table-row [4, 1272, 192, 1281]
table-row [4, 125, 162, 134]
column-advertisements [170, 30, 318, 1390]
table-cell: Friday [6, 189, 25, 198]
table-cell: April 19 [138, 1362, 163, 1371]
advert-line: NEW GOODS JUST RECEIVED. [186, 230, 302, 255]
table-cell: Oct. 10 [61, 1315, 83, 1324]
table-cell: Tuesday [6, 82, 31, 90]
table-cell: June 19 [129, 1272, 153, 1281]
subheading: HIGH WATER. [62, 63, 104, 71]
table-cell: Dec. 4 [129, 1323, 149, 1332]
table-cell: Oct. 16 [61, 1422, 83, 1431]
table-cell: Oct. 4 [138, 1414, 156, 1423]
table-row [4, 99, 162, 108]
table-cell: Oct. 20 [6, 1323, 28, 1332]
table-cell: April 7 [6, 1263, 27, 1272]
table-cell: June 14 [138, 1379, 161, 1388]
subheading: ACCOUNTS. [852, 217, 891, 225]
paragraph: Binney's funeral at Abney Park was attended by 5000 persons. [640, 473, 789, 492]
port-heading: WESTPORT. [53, 48, 113, 60]
place-heading: DUNEDIN. [692, 95, 737, 106]
subheading: OUTWARDS. [63, 1236, 103, 1244]
table-cell: 5.3 p.m. [136, 107, 160, 116]
place-heading: AUCKLAND: [687, 214, 742, 225]
table-cell: 6.12 [147, 181, 160, 190]
paragraph: The West Coast Times of Saturday says:—"The smart little steamer Ino, belonging to Messrs Grey, Bain, and Co., by whom she was built at the South Spit, came to her moorings alongside the wharf yesterday, and was the cause of attraction to a great many persons throughout the day. She is about 50 tons capacity, exclusive of engine room and boiler. Her engines belonged previously to the Una, are of twelve horse power, but can be worked up to twenty-five horse power. The length of her keel is seventy-two feet, and over all seventy-five feet, breadth of beam, thirteen feet, and depth of hold, five feet eight inches. Her crew will consist of the captain, engineer, and three men. We believe she is chartered by a company at Westport to trade between that port and Ngakawau; also to tender the ocean steamers at the former port. She will be commanded by Captain Mack, and we wish him and his enterprising owners every success in their undertaking." We are informed that the Ino leaves Hokitika for Westport this day. [4, 737, 162, 931]
column-rule [480, 30, 481, 1392]
table-cell: 27 [60, 1205, 68, 1214]
column-shipping [4, 30, 193, 1431]
table-row [4, 207, 162, 216]
dateline: March 5. [761, 632, 789, 642]
